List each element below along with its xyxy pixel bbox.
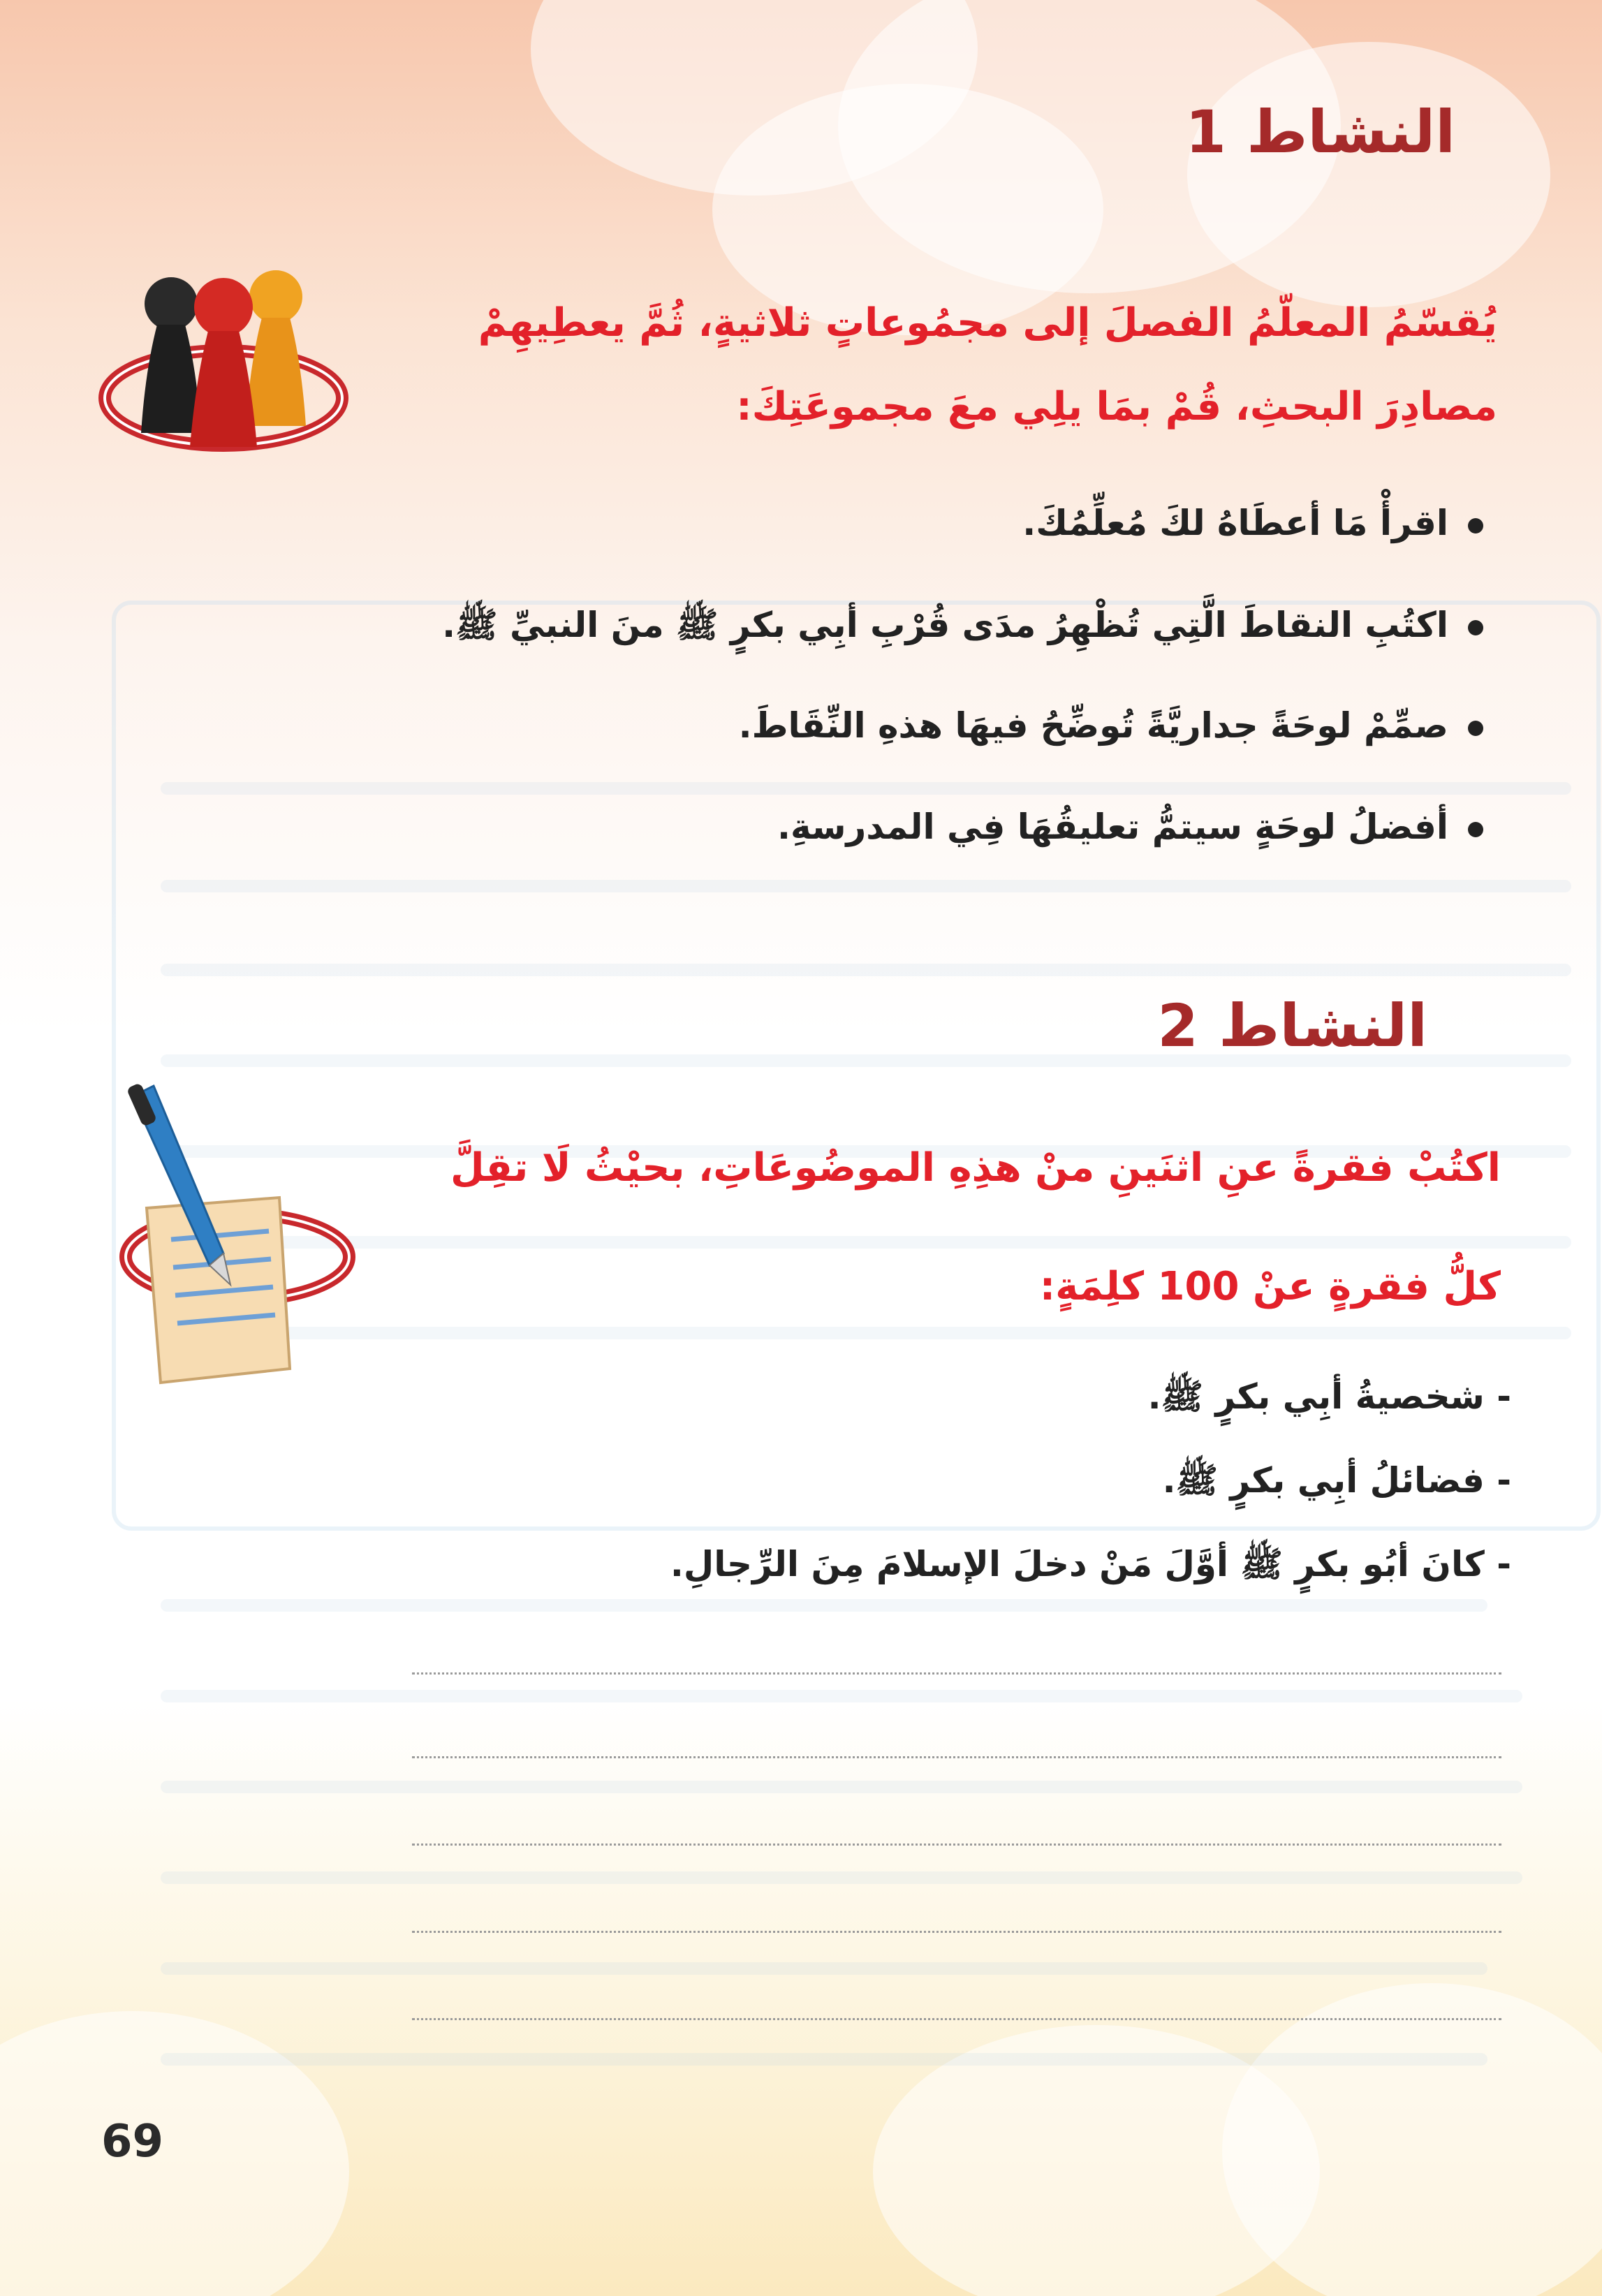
background-cloud [712, 84, 1103, 335]
activity-1-bullet [739, 705, 1483, 746]
show-through-line [161, 2053, 1487, 2066]
bullet-dot-icon [1468, 721, 1483, 736]
show-through-line [161, 1599, 1487, 1612]
background-cloud [1187, 42, 1550, 307]
pen-paper-icon [105, 1082, 363, 1390]
show-through-line [161, 1690, 1522, 1702]
bullet-dot-icon [1468, 822, 1483, 837]
activity-1-instruction-line-2: مصادِرَ البحثِ، قُمْ بمَا يلِي معَ مجموعَتِكَ: [736, 384, 1497, 429]
page-number: 69 [101, 2116, 164, 2168]
answer-line[interactable] [412, 1756, 1501, 1758]
answer-line[interactable] [412, 1844, 1501, 1846]
show-through-line [161, 1781, 1522, 1793]
bullet-text: صمِّمْ لوحَةً جداريَّةً تُوضِّحُ فيهَا هذهِ النِّقَاطَ. [738, 705, 1448, 746]
bullet-dot-icon [1468, 620, 1483, 635]
group-pieces-icon [91, 258, 356, 468]
show-through-line [161, 964, 1571, 976]
activity-2-instruction-line-2: كلُّ فقرةٍ عنْ 100 كلِمَةٍ: [1039, 1264, 1501, 1309]
topic-item: - فضائلُ أبِي بكرٍ ﷺ. [1162, 1460, 1511, 1501]
activity-1-bullet [442, 604, 1483, 654]
bullet-text: اكتُبِ النقاطَ الَّتِي تُظْهِرُ مدَى قُرْبِ أبِي بكرٍ ﷺ منَ النبيِّ ﷺ. [442, 605, 1448, 645]
bullet-text: أفضلُ لوحَةٍ سيتمُّ تعليقُهَا فِي المدرسةِ. [777, 807, 1448, 847]
activity-2-heading: النشاط 2 [1157, 992, 1427, 1060]
bullet-dot-icon [1468, 518, 1483, 533]
answer-line[interactable] [412, 2018, 1501, 2020]
show-through-line [161, 1962, 1487, 1975]
activity-2-instruction-line-1: اكتُبْ فقرةً عنِ اثنَينِ منْ هذِهِ الموضُوعَاتِ، بحيْثُ لَا تقِلَّ [450, 1145, 1501, 1191]
bullet-text: اقرأْ مَا أعطَاهُ لكَ مُعلِّمُكَ. [1022, 503, 1448, 543]
show-through-line [161, 782, 1571, 795]
activity-1-bullet [1022, 503, 1483, 543]
topic-item: - شخصيةُ أبِي بكرٍ ﷺ. [1147, 1376, 1511, 1417]
answer-line[interactable] [412, 1672, 1501, 1675]
show-through-line [161, 1327, 1571, 1339]
background-cloud [1222, 1983, 1602, 2296]
activity-1-instruction-line-1: يُقسّمُ المعلّمُ الفصلَ إلى مجمُوعاتٍ ثلاثيةٍ، ثُمَّ يعطِيهِمْ [478, 300, 1497, 346]
topic-item: - كانَ أبُو بكرٍ ﷺ أوَّلَ مَنْ دخلَ الإسلامَ مِنَ الرِّجالِ. [670, 1544, 1511, 1584]
show-through-line [161, 1236, 1571, 1249]
activity-1-heading: النشاط 1 [1185, 98, 1455, 166]
show-through-line [161, 1871, 1522, 1884]
activity-1-bullet [777, 807, 1483, 847]
answer-line[interactable] [412, 1931, 1501, 1933]
show-through-line [161, 880, 1571, 892]
